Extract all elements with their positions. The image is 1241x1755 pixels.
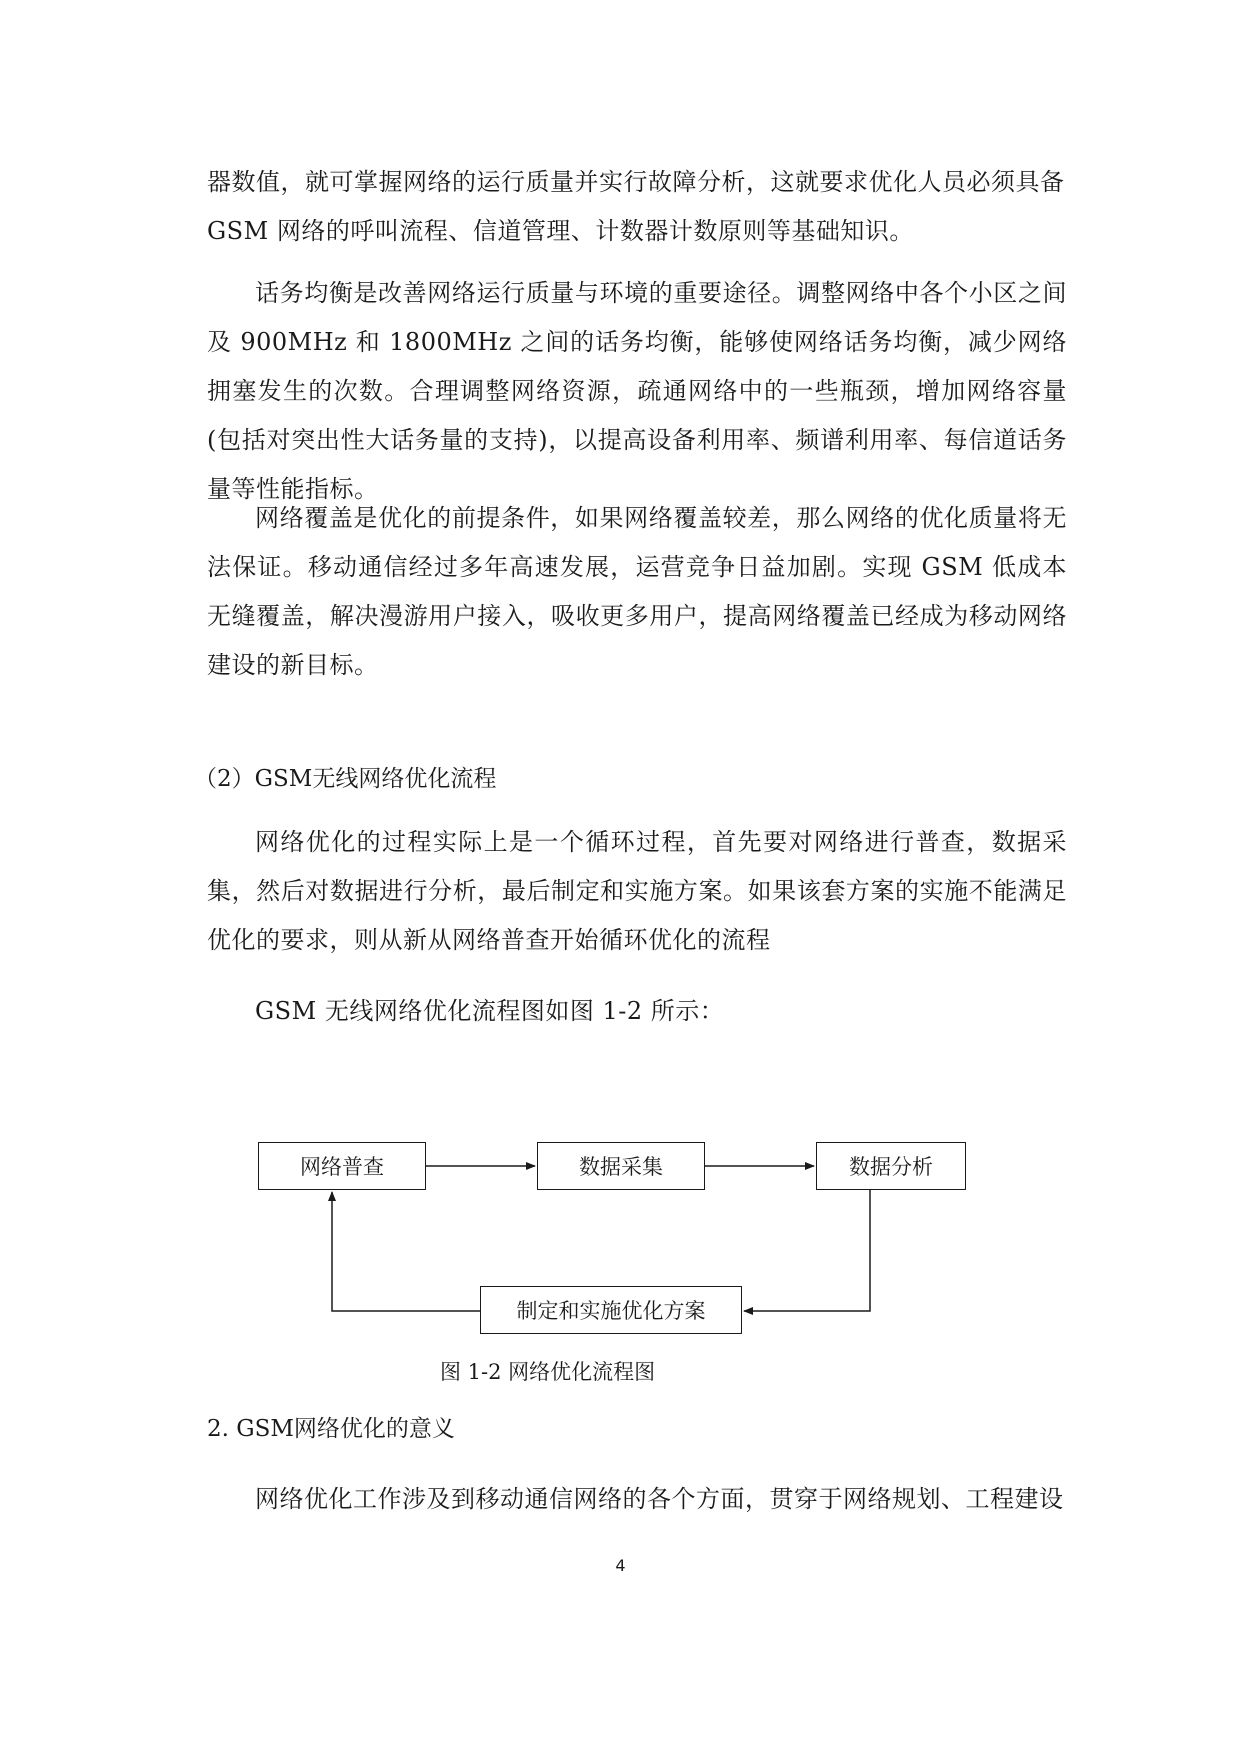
paragraph-4 xyxy=(207,818,1067,965)
paragraph-1-line-1: 器数值，就可掌握网络的运行质量并实行故障分析，这就要求优化人员必须具备 xyxy=(207,168,1065,196)
paragraph-5-text: GSM 无线网络优化流程图如图 1-2 所示： xyxy=(255,997,725,1025)
section-heading-flow: （2）GSM无线网络优化流程 xyxy=(194,766,497,792)
arrow-analyze-to-implement xyxy=(744,1189,870,1311)
paragraph-6 xyxy=(207,1475,1067,1524)
node-data-analysis-label: 数据分析 xyxy=(849,1155,933,1179)
node-data-analysis xyxy=(816,1142,966,1190)
node-plan-implementation xyxy=(480,1286,742,1334)
paragraph-2 xyxy=(207,269,1067,514)
arrow-implement-to-survey xyxy=(332,1192,480,1311)
node-data-collection xyxy=(537,1142,705,1190)
flow-diagram xyxy=(250,1120,990,1340)
figure-caption: 图 1-2 网络优化流程图 xyxy=(440,1360,656,1384)
node-network-survey xyxy=(258,1142,426,1190)
node-network-survey-label: 网络普查 xyxy=(300,1155,384,1179)
paragraph-5 xyxy=(207,987,1067,1036)
node-plan-implementation-label: 制定和实施优化方案 xyxy=(516,1299,706,1323)
paragraph-3 xyxy=(207,494,1067,690)
paragraph-6-text: 网络优化工作涉及到移动通信网络的各个方面，贯穿于网络规划、工程建设 xyxy=(255,1485,1064,1513)
paragraph-2-text: 话务均衡是改善网络运行质量与环境的重要途径。调整网络中各个小区之间及 900MHz 和 1800MHz 之间的话务均衡，能够使网络话务均衡，减少网络拥塞发生的次数。合理调整网络资源，疏通网络中的一些瓶颈，增加网络容量(包括对突出性大话务量的支持)，以提高设备利用率、频谱利用率、每信道话务量等性能指标。 xyxy=(207,279,1067,503)
page-number: 4 xyxy=(615,1556,626,1575)
paragraph-1-line-2: GSM 网络的呼叫流程、信道管理、计数器计数原则等基础知识。 xyxy=(207,217,914,245)
section-heading-meaning: 2. GSM网络优化的意义 xyxy=(207,1416,455,1442)
paragraph-4-text: 网络优化的过程实际上是一个循环过程，首先要对网络进行普查，数据采集，然后对数据进行分析，最后制定和实施方案。如果该套方案的实施不能满足优化的要求，则从新从网络普查开始循环优化的流程 xyxy=(207,828,1067,954)
node-data-collection-label: 数据采集 xyxy=(579,1155,663,1179)
paragraph-3-text: 网络覆盖是优化的前提条件，如果网络覆盖较差，那么网络的优化质量将无法保证。移动通信经过多年高速发展，运营竞争日益加剧。实现 GSM 低成本无缝覆盖，解决漫游用户接入，吸收更多用户，提高网络覆盖已经成为移动网络建设的新目标。 xyxy=(207,504,1067,679)
paragraph-1 xyxy=(207,158,1067,256)
